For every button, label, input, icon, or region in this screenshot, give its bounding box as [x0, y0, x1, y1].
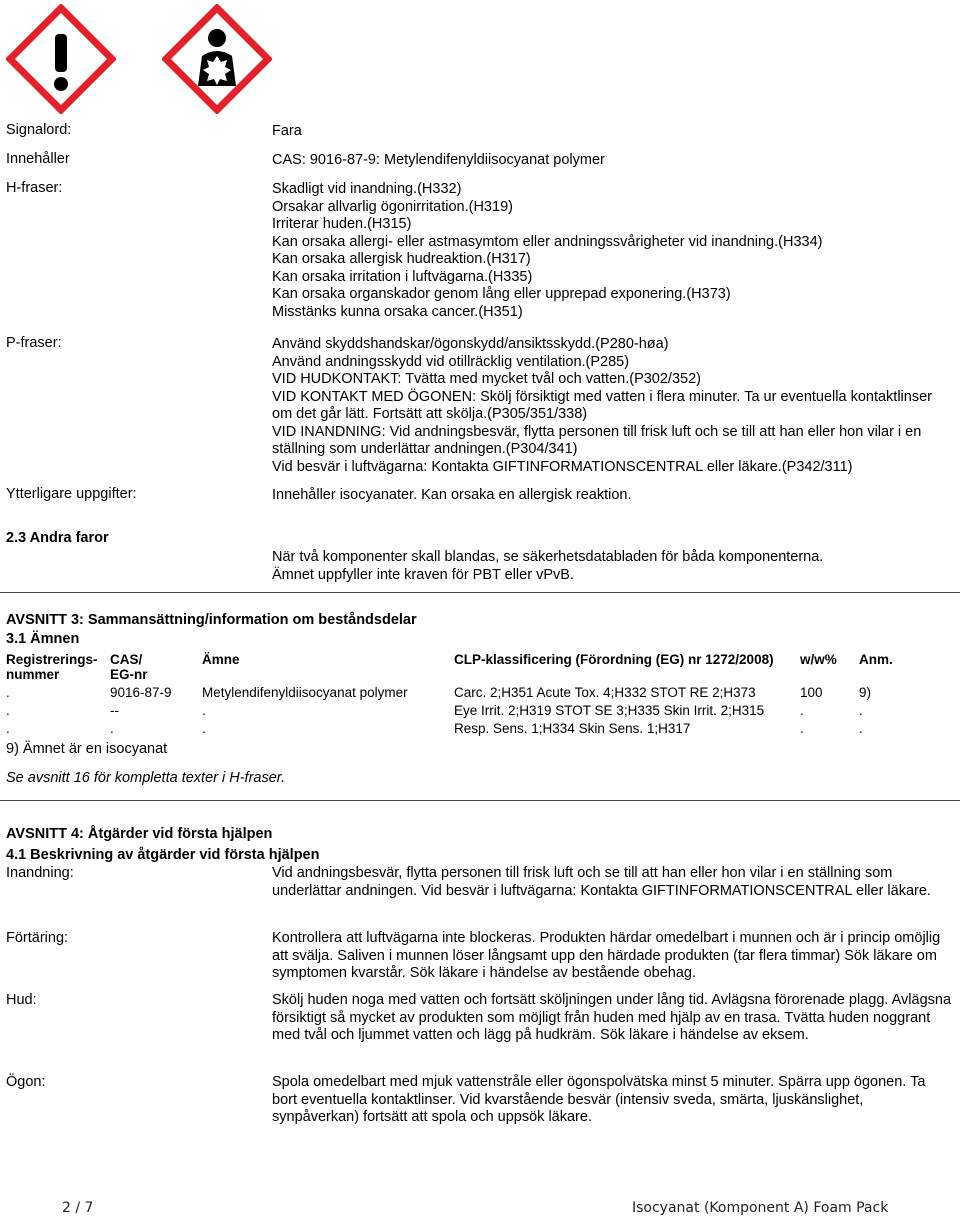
phrase-line: Skadligt vid inandning.(H332) [272, 181, 462, 197]
table-row [6, 721, 899, 739]
table-cell: . [859, 721, 863, 736]
phrase-line: VID HUDKONTAKT: Tvätta med mycket tvål och vatten.(P302/352) [272, 371, 701, 387]
label-row-value [272, 487, 952, 505]
col-header-cas: CAS/ EG-nr [110, 652, 148, 682]
col-header-clp: CLP-klassificering (Förordning (EG) nr 1272/2008) [454, 652, 774, 667]
exclamation-mark-icon [6, 4, 116, 114]
phrase-line: CAS: 9016-87-9: Metylendifenyldiisocyanat polymer [272, 152, 605, 168]
phrase-line: VID KONTAKT MED ÖGONEN: Skölj försiktigt med vatten i flera minuter. Ta ur eventuella kontaktlinser om det går lätt. Fortsätt att skölja.(P305/351/338) [272, 388, 932, 422]
see-also-note: Se avsnitt 16 för kompletta texter i H-fraser. [6, 770, 286, 786]
phrase-line: Kan orsaka allergisk hudreaktion.(H317) [272, 251, 531, 267]
section-3-subtitle: 3.1 Ämnen [6, 631, 80, 647]
label-row-heading: P-fraser: [6, 335, 62, 351]
phrase-line: Innehåller isocyanater. Kan orsaka en allergisk reaktion. [272, 487, 632, 503]
table-cell: 100 [800, 685, 823, 700]
col-header-ww: w/w% [800, 652, 837, 667]
other-hazards-line: När två komponenter skall blandas, se säkerhetsdatabladen för båda komponenterna. [272, 549, 824, 565]
table-cell: . [202, 721, 206, 736]
table-header-row [6, 652, 899, 685]
table-cell: . [6, 685, 10, 700]
table-cell: . [859, 703, 863, 718]
table-row [6, 703, 899, 721]
first-aid-label-skin: Hud: [6, 992, 37, 1008]
other-hazards-line: Ämnet uppfyller inte kraven för PBT eller vPvB. [272, 566, 574, 583]
first-aid-text-skin: Skölj huden noga med vatten och fortsätt sköljningen under lång tid. Avlägsna förorenade plagg. Avlägsna försiktigt så mycket av produkten som möjligt från huden med hjälp av en trasa. Tvätta huden noggrant med tvål och ljummet vatten och lägg på hudkräm. Sök läkare i händelse av eksem. [272, 992, 952, 1043]
table-cell: . [6, 703, 10, 718]
product-name: Isocyanat (Komponent A) Foam Pack [632, 1200, 889, 1216]
health-hazard-icon [162, 4, 272, 114]
phrase-line: Irriterar huden.(H315) [272, 216, 412, 232]
first-aid-text-ingestion: Kontrollera att luftvägarna inte blockeras. Produkten härdar omedelbart i munnen och är i princip omöjlig att svälja. Saliven i munnen löser långsamt upp den härdade produkten (tar flera timmar) Sök läkare om symptomen kvarstår. Sök läkare i händelse av bestående obehag. [272, 930, 941, 981]
table-cell: . [202, 703, 206, 718]
table-cell: -- [110, 703, 119, 718]
col-header-registration: Registrerings- nummer [6, 652, 98, 682]
section-4-title: AVSNITT 4: Åtgärder vid första hjälpen [6, 826, 273, 842]
first-aid-label-eyes: Ögon: [6, 1074, 46, 1090]
phrase-line: Orsakar allvarlig ögonirritation.(H319) [272, 198, 513, 215]
first-aid-text-eyes: Spola omedelbart med mjuk vattenstråle eller ögonspolvätska minst 5 minuter. Spärra upp ögonen. Ta bort eventuella kontaktlinser. Vid kvarstående besvär (intensiv sveda, smärta, ljuskänslighet, synpåverkan) fortsätt att spola och uppsök läkare. [272, 1074, 926, 1125]
section-4-subtitle: 4.1 Beskrivning av åtgärder vid första hjälpen [6, 847, 320, 863]
table-cell: . [800, 703, 804, 718]
label-row-value [272, 152, 952, 170]
col-header-remark: Anm. [859, 652, 893, 667]
phrase-line: Vid besvär i luftvägarna: Kontakta GIFTINFORMATIONSCENTRAL eller läkare.(P342/311) [272, 458, 853, 475]
table-cell: Metylendifenyldiisocyanat polymer [202, 685, 408, 700]
table-cell: . [800, 721, 804, 736]
col-header-substance: Ämne [202, 652, 240, 667]
phrase-line: VID INANDNING: Vid andningsbesvär, flytta personen till frisk luft och se till att han eller hon vilar i en ställning som underlättar andningen.(P304/341) [272, 423, 922, 457]
table-cell: 9) [859, 685, 872, 700]
section-divider [0, 800, 960, 801]
first-aid-label-inhalation: Inandning: [6, 865, 74, 881]
label-row-heading: Innehåller [6, 151, 70, 167]
label-row-heading: H-fraser: [6, 180, 63, 196]
table-cell: 9016-87-9 [110, 685, 172, 700]
section-3-title: AVSNITT 3: Sammansättning/information om beståndsdelar [6, 612, 417, 628]
label-row-value [272, 181, 952, 321]
page-number: 2 / 7 [62, 1200, 94, 1216]
table-row [6, 685, 899, 703]
first-aid-text-inhalation: Vid andningsbesvär, flytta personen till frisk luft och se till att han eller hon vilar i en ställning som underlättar andningen. Vid besvär i luftvägarna: Kontakta GIFTINFORMATIONSCENTRAL eller läkare. [272, 865, 931, 899]
section-2-3-title: 2.3 Andra faror [6, 530, 109, 546]
phrase-line: Använd skyddshandskar/ögonskydd/ansiktsskydd.(P280-høa) [272, 336, 669, 352]
table-cell: Carc. 2;H351 Acute Tox. 4;H332 STOT RE 2;H373 [454, 685, 756, 700]
section-divider [0, 592, 960, 593]
composition-table [6, 652, 899, 739]
label-row-heading: Signalord: [6, 122, 72, 138]
phrase-line: Kan orsaka organskador genom lång eller upprepad exponering.(H373) [272, 286, 731, 302]
phrase-line: Fara [272, 123, 302, 139]
phrase-line: Kan orsaka irritation i luftvägarna.(H335) [272, 268, 533, 285]
table-cell: Eye Irrit. 2;H319 STOT SE 3;H335 Skin Irrit. 2;H315 [454, 703, 765, 718]
label-row-heading: Ytterligare uppgifter: [6, 486, 137, 502]
first-aid-label-ingestion: Förtäring: [6, 930, 69, 946]
phrase-line: Kan orsaka allergi- eller astmasymtom eller andningssvårigheter vid inandning.(H334) [272, 233, 823, 250]
table-cell: Resp. Sens. 1;H334 Skin Sens. 1;H317 [454, 721, 691, 736]
table-cell: . [110, 721, 114, 736]
label-row-value [272, 336, 952, 476]
phrase-line: Misstänks kunna orsaka cancer.(H351) [272, 303, 523, 320]
phrase-line: Använd andningsskydd vid otillräcklig ventilation.(P285) [272, 353, 630, 370]
table-note: 9) Ämnet är en isocyanat [6, 741, 168, 757]
label-row-value [272, 123, 952, 141]
table-cell: . [6, 721, 10, 736]
